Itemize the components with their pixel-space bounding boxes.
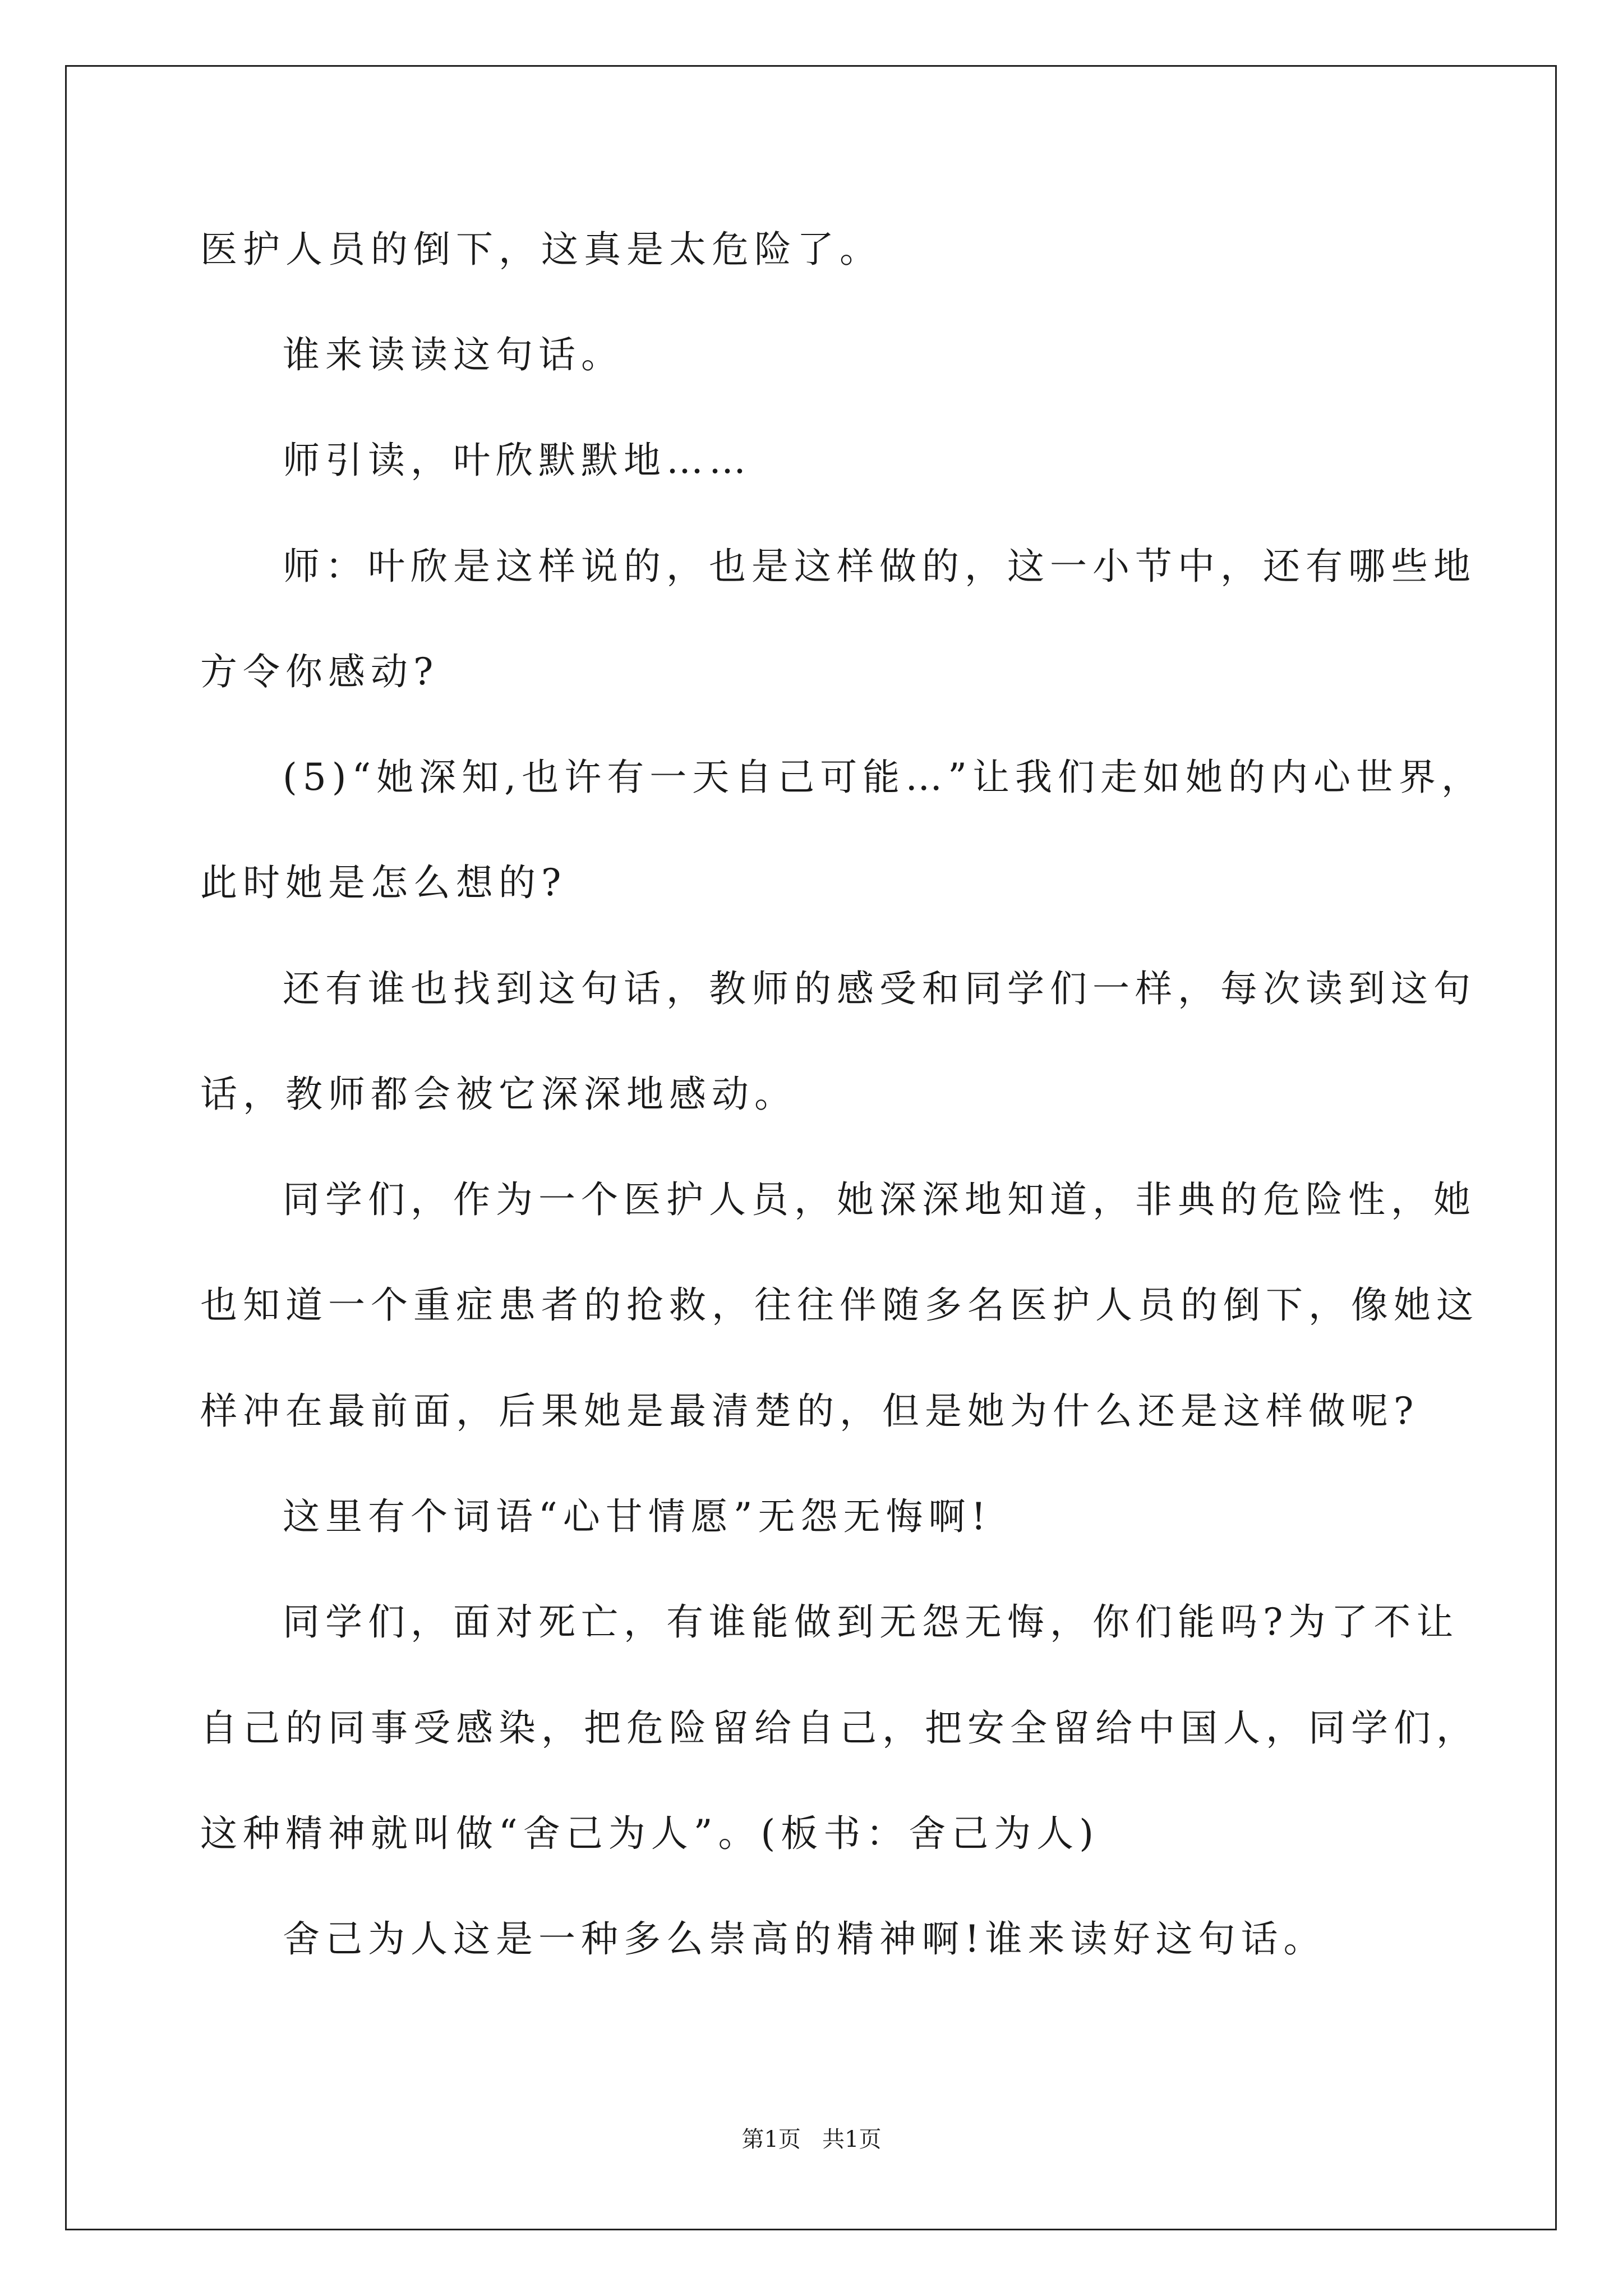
paragraph-teacher-question-line-1: 师：叶欣是这样说的，也是这样做的，这一小节中，还有哪些地 [283, 545, 1476, 588]
paragraph-teacher-feeling-line-2: 话，教师都会被它深深地感动。 [200, 1073, 797, 1116]
paragraph-teacher-question-line-2: 方令你感动? [200, 650, 439, 693]
paragraph-facing-death-line-2: 自己的同事受感染，把危险留给自己，把安全留给中国人，同学们， [200, 1706, 1479, 1750]
paragraph-selfless-spirit: 舍己为人这是一种多么崇高的精神啊!谁来读好这句话。 [283, 1917, 1326, 1961]
paragraph-facing-death-line-3: 这种精神就叫做“舍己为人”。(板书：舍己为人) [200, 1812, 1099, 1855]
paragraph-willingly-phrase: 这里有个词语“心甘情愿”无怨无悔啊! [283, 1495, 992, 1538]
paragraph-section-5-line-1: (5)“她深知,也许有一天自己可能…”让我们走如她的内心世界， [283, 756, 1484, 799]
page-number-footer: 第1页 共1页 [741, 2127, 882, 2152]
paragraph-read-prompt: 谁来读读这句话。 [283, 333, 624, 376]
text-line-continuation: 医护人员的倒下，这真是太危险了。 [200, 228, 882, 271]
paragraph-facing-death-line-1: 同学们，面对死亡，有谁能做到无怨无悔，你们能吗?为了不让 [283, 1600, 1459, 1644]
page-border [65, 65, 1557, 2230]
paragraph-medical-staff-line-1: 同学们，作为一个医护人员，她深深地知道，非典的危险性，她 [283, 1178, 1476, 1221]
paragraph-section-5-line-2: 此时她是怎么想的? [200, 861, 567, 904]
paragraph-medical-staff-line-3: 样冲在最前面，后果她是最清楚的，但是她为什么还是这样做呢? [200, 1389, 1419, 1433]
paragraph-teacher-feeling-line-1: 还有谁也找到这句话，教师的感受和同学们一样，每次读到这句 [283, 967, 1476, 1010]
paragraph-medical-staff-line-2: 也知道一个重症患者的抢救，往往伴随多名医护人员的倒下，像她这 [200, 1283, 1479, 1327]
paragraph-teacher-guided-reading: 师引读，叶欣默默地…… [283, 439, 751, 482]
